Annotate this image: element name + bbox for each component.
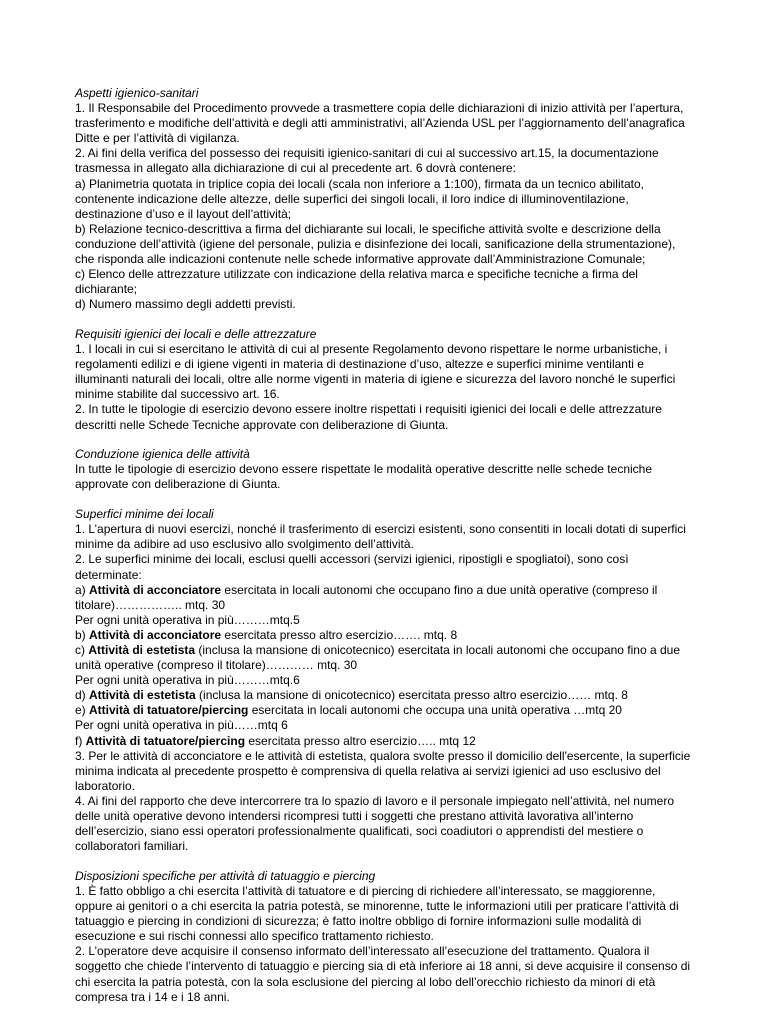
paragraph: [75, 462, 695, 492]
paragraph: [75, 342, 695, 402]
paragraph-text: 1. L’apertura di nuovi esercizi, nonché il trasferimento di esercizi esistenti, sono consentiti in locali dotati di superfici minime da adibire ad uso esclusivo allo svolgimento dell’attività.: [75, 522, 686, 552]
paragraph-text: b) Relazione tecnico-descrittiva a firma del dichiarante sui locali, le specifiche attività svolte e descrizione della conduzione dell’attività (igiene del personale, pulizia e disinfezione dei locali, sanificazione della strumentazione), che risponda alle indicazioni contenute nelle schede informative approvate dall’Amministrazione Comunale;: [75, 221, 676, 267]
paragraph-text: Per ogni unità operativa in più………mtq.6: [75, 673, 300, 688]
paragraph: [75, 703, 695, 718]
paragraph-text: (inclusa la mansione di onicotecnico) esercitata in locali autonomi che occupano fino a due unità operative (compreso il titolare)………… mtq. 30: [75, 642, 680, 673]
paragraph-text: f): [75, 733, 86, 748]
activity-name: Attività di tatuatore/piercing: [89, 703, 249, 718]
paragraph-text: esercitata in locali autonomi che occupa una unità operativa …mtq 20: [248, 703, 622, 718]
paragraph-text: 2. Ai fini della verifica del possesso dei requisiti igienico-sanitari di cui al successivo art.15, la documentazione trasmessa in allegato alla dichiarazione di cui al precedente art. 6 dovrà contenere:: [75, 146, 659, 176]
paragraph-text: esercitata presso altro esercizio……. mtq. 8: [221, 627, 458, 642]
document-section: [75, 869, 695, 1005]
paragraph-text: In tutte le tipologie di esercizio devono essere rispettate le modalità operative descritte nelle schede tecniche approvate con deliberazione di Giunta.: [75, 462, 653, 492]
activity-name: Attività di tatuatore/piercing: [85, 733, 246, 748]
paragraph: [75, 794, 695, 854]
paragraph: [75, 402, 695, 432]
paragraph: [75, 884, 695, 944]
section-title: Aspetti igienico-sanitari: [75, 86, 199, 100]
paragraph: [75, 628, 695, 643]
paragraph-text: Per ogni unità operativa in più………mtq.5: [75, 612, 300, 627]
paragraph-text: c) Elenco delle attrezzature utilizzate con indicazione della relativa marca e specifiche tecniche a firma del dichiarante;: [75, 267, 638, 297]
paragraph-text: 1. I locali in cui si esercitano le attività di cui al presente Regolamento devono rispettare le norme urbanistiche, i regolamenti edilizi e di igiene vigenti in materia di destinazione d’uso, altezze e superfici minime ventilanti e illuminanti naturali dei locali, oltre alle norme vigenti in materia di igiene e sicurezza del lavoro nonché le superfici minime stabilite dal successivo art. 16.: [75, 342, 676, 402]
paragraph: [75, 101, 695, 146]
paragraph-text: Per ogni unità operativa in più……mtq 6: [75, 718, 288, 733]
paragraph-text: d) Numero massimo degli addetti previsti.: [75, 297, 296, 312]
paragraph: [75, 718, 695, 733]
paragraph-text: e): [75, 703, 90, 718]
activity-name: Attività di estetista: [89, 688, 196, 703]
paragraph: [75, 613, 695, 628]
paragraph: [75, 297, 695, 312]
paragraph: [75, 749, 695, 794]
section-title: Disposizioni specifiche per attività di tatuaggio e piercing: [75, 868, 376, 883]
paragraph-text: 1. È fatto obbligo a chi esercita l’attività di tatuatore e di piercing di richiedere all’interessato, se maggiorenne, oppure ai genitori o a chi esercita la patria potestà, se minorenne, tutte le informazioni utili per praticare l’attività di tatuaggio e piercing in condizioni di sicurezza; è fatto inoltre obbligo di fornire informazioni sulle modalità di esecuzione e sui rischi connessi allo specifico trattamento richiesto.: [75, 883, 679, 944]
paragraph-text: 2. L’operatore deve acquisire il consenso informato dell’interessato all’esecuzione del trattamento. Qualora il soggetto che chiede l’intervento di tatuaggio e piercing sia di età inferiore ai 18 anni, si deve acquisire il consenso di chi esercita la patria potestà, con la sola esclusione del piercing al lobo dell’orecchio richiesto da minori di età compresa tra i 14 e i 18 anni.: [75, 944, 691, 1004]
paragraph-text: 2. Le superfici minime dei locali, esclusi quelli accessori (servizi igienici, ripostigli e spogliatoi), sono così determinate:: [75, 552, 629, 582]
activity-name: Attività di acconciatore: [89, 582, 222, 597]
document-section: [75, 86, 695, 312]
paragraph: [75, 583, 695, 613]
paragraph-text: a): [75, 582, 90, 597]
paragraph: [75, 267, 695, 297]
document-section: [75, 507, 695, 854]
paragraph: [75, 673, 695, 688]
paragraph: [75, 643, 695, 673]
activity-name: Attività di acconciatore: [89, 627, 222, 642]
paragraph-text: 2. In tutte le tipologie di esercizio devono essere inoltre rispettati i requisiti igienici dei locali e delle attrezzature descritti nelle Schede Tecniche approvate con deliberazione di Giunta.: [75, 402, 662, 432]
document-section: [75, 327, 695, 433]
paragraph: [75, 734, 695, 749]
paragraph: [75, 222, 695, 267]
section-title: Superfici minime dei locali: [75, 507, 214, 522]
section-title: Requisiti igienici dei locali e delle attrezzature: [75, 327, 317, 341]
paragraph-text: 4. Ai fini del rapporto che deve intercorrere tra lo spazio di lavoro e il personale impiegato nell’attività, nel numero delle unità operative devono intendersi ricompresi tutti i soggetti che prestano attività lavorativa all’interno dell’esercizio, siano essi operatori professionalmente qualificati, soci coadiutori o apprendisti del mestiere o collaboratori familiari.: [75, 793, 674, 854]
activity-name: Attività di estetista: [88, 642, 196, 657]
paragraph-text: c): [75, 642, 89, 657]
paragraph-text: a) Planimetria quotata in triplice copia dei locali (scala non inferiore a 1:100), firmata da un tecnico abilitato, contenente indicazione delle altezze, delle superfici dei singoli locali, il loro indice di illuminoventilazione, destinazione d’uso e il layout dell’attività;: [75, 176, 644, 221]
document-section: [75, 447, 695, 492]
paragraph: [75, 944, 695, 1004]
paragraph-text: esercitata in locali autonomi che occupano fino a due unità operative (compreso il titolare)…………….. mtq. 30: [75, 582, 658, 612]
paragraph: [75, 688, 695, 703]
paragraph-text: b): [75, 627, 90, 642]
paragraph-text: 1. Il Responsabile del Procedimento provvede a trasmettere copia delle dichiarazioni di inizio attività per l’apertura, trasferimento e modifiche dell’attività e degli atti amministrativi, all’Azienda USL per l’aggiornamento dell’anagrafica Ditte e per l’attività di vigilanza.: [75, 101, 685, 146]
paragraph-text: d): [75, 688, 90, 703]
document-page: [75, 86, 695, 1019]
section-title: Conduzione igienica delle attività: [75, 447, 250, 462]
paragraph-text: esercitata presso altro esercizio….. mtq 12: [245, 733, 476, 748]
paragraph: [75, 177, 695, 222]
paragraph: [75, 146, 695, 176]
paragraph-text: 3. Per le attività di acconciatore e le attività di estetista, qualora svolte presso il domicilio dell'esercente, la superficie minima indicata al precedente prospetto è comprensiva di quella relativa ai servizi igienici ad uso esclusivo del laboratorio.: [75, 748, 691, 793]
paragraph: [75, 522, 695, 552]
paragraph: [75, 552, 695, 582]
paragraph-text: (inclusa la mansione di onicotecnico) esercitata presso altro esercizio…… mtq. 8: [195, 688, 628, 703]
